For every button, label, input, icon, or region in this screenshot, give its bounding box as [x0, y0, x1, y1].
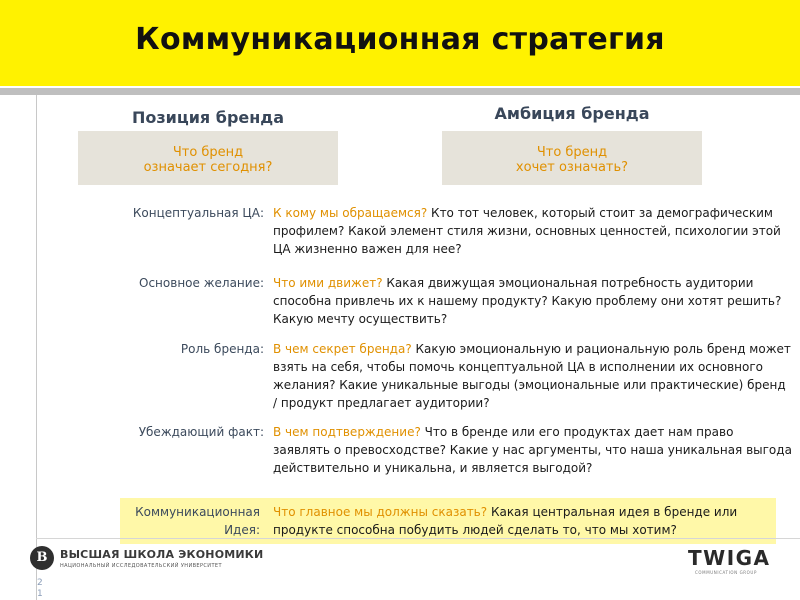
position-box-line1: Что бренд [172, 145, 244, 160]
row-text-concept-audience [273, 204, 793, 258]
twiga-logo: TWIGA [688, 546, 771, 570]
position-box-line2: означает сегодня? [143, 160, 273, 175]
row-label-main-desire: Основное желание: [139, 276, 264, 290]
slide-title: Коммуникационная стратегия [135, 22, 665, 57]
row-text-brand-role [273, 340, 793, 412]
row-label-brand-role: Роль бренда: [180, 342, 264, 356]
row-question: В чем подтверждение? [273, 425, 421, 439]
row-text-main-desire [273, 274, 793, 328]
row-body: Кто тот человек, который стоит за демографическим профилем? Какой элемент стиля жизни, основных ценностей, психологии этой ЦА жизненно важен для нее? [273, 206, 781, 256]
idea-text [273, 503, 743, 539]
row-question: В чем секрет бренда? [273, 342, 412, 356]
row-body: Что в бренде или его продуктах дает нам право заявлять о превосходстве? Какие у нас аргументы, что наша уникальная выгода действительно и уникальна, и является выгодой? [273, 425, 792, 475]
row-question: Что ими движет? [273, 276, 383, 290]
ambition-box-line1: Что бренд [536, 145, 608, 160]
row-body: Какая движущая эмоциональная потребность аудитории способна привлечь их к нашему продукту? Какую проблему они хотят решить? Какую мечту осуществить? [273, 276, 782, 326]
row-question: К кому мы обращаемся? [273, 206, 428, 220]
row-label-concept-audience: Концептуальная ЦА: [132, 206, 264, 220]
left-margin-rule [36, 95, 37, 600]
row-body: Какую эмоциональную и рациональную роль бренд может взять на себя, чтобы помочь концептуальной ЦА в исполнении их основного желания? Какие уникальные выгоды (эмоциональные или практические) бренд / продукт предлагает аудитории? [273, 342, 791, 410]
hse-subtitle: НАЦИОНАЛЬНЫЙ ИССЛЕДОВАТЕЛЬСКИЙ УНИВЕРСИТЕТ [60, 563, 222, 569]
row-text-persuasive-fact [273, 423, 793, 477]
slide-number: 21 [37, 578, 43, 599]
idea-label [120, 503, 260, 539]
position-box [78, 131, 338, 185]
idea-label-line2: Идея: [224, 523, 260, 537]
hse-name: ВЫСШАЯ ШКОЛА ЭКОНОМИКИ [60, 548, 264, 561]
position-heading: Позиция бренда [131, 108, 285, 127]
ambition-heading: Амбиция бренда [494, 104, 650, 123]
ambition-box-line2: хочет означать? [515, 160, 629, 175]
ambition-box [442, 131, 702, 185]
hse-logo-icon: В [30, 546, 54, 570]
idea-question: Что главное мы должны сказать? [273, 505, 488, 519]
twiga-subtitle: COMMUNICATION GROUP [695, 570, 757, 575]
footer-rule [36, 538, 800, 539]
idea-label-line1: Коммуникационная [135, 505, 260, 519]
title-underline [0, 88, 800, 95]
idea-body: Какая центральная идея в бренде или продукте способна побудить людей сделать то, что мы хотим? [273, 505, 738, 537]
row-label-persuasive-fact: Убеждающий факт: [138, 425, 264, 439]
